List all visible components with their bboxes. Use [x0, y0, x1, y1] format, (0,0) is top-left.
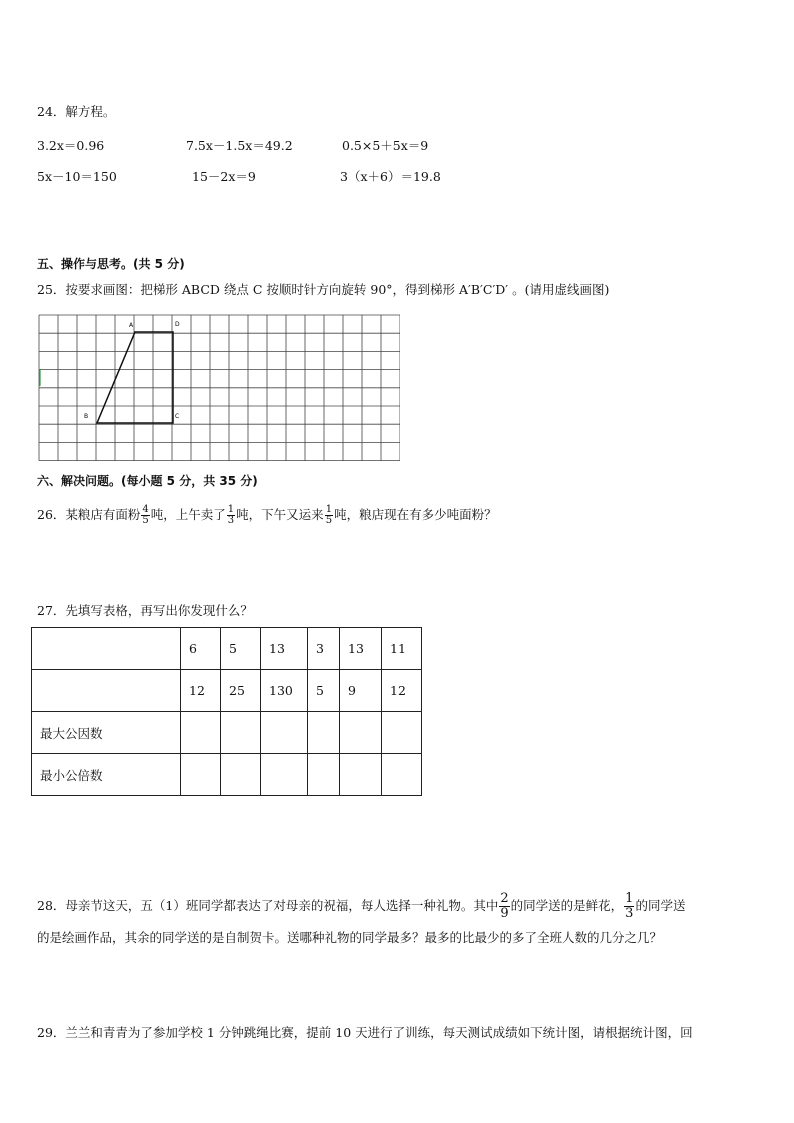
fraction: [227, 505, 235, 526]
gcd-lcm-table: [31, 627, 422, 796]
answer-cell[interactable]: [340, 712, 382, 754]
q28-part: 的同学送: [635, 898, 686, 913]
section-heading: 五、操作与思考。(共 5 分): [37, 257, 185, 271]
q24-title: 24．解方程。: [37, 104, 116, 119]
table-cell: 5: [221, 628, 261, 670]
table-cell: 130: [261, 670, 308, 712]
answer-cell[interactable]: [308, 754, 340, 796]
fraction: [141, 505, 149, 526]
table-cell: 11: [382, 628, 422, 670]
answer-cell[interactable]: [221, 754, 261, 796]
fraction-denominator: 3: [227, 515, 235, 526]
answer-cell[interactable]: [181, 754, 221, 796]
q26-part: 吨，下午又运来: [236, 507, 324, 522]
equation: 15－2x＝9: [192, 169, 256, 184]
fraction: [325, 505, 333, 526]
fraction-numerator: 1: [625, 891, 634, 906]
q27-text: 27．先填写表格，再写出你发现什么？: [37, 603, 253, 618]
fraction: [624, 892, 634, 921]
fraction-denominator: 5: [142, 515, 149, 526]
q28-line2: 的是绘画作品，其余的同学送的是自制贺卡。送哪种礼物的同学最多？最多的比最少的多了全班人数的几分之几？: [37, 930, 663, 945]
answer-cell[interactable]: [261, 712, 308, 754]
q26-part: 吨，粮店现在有多少吨面粉？: [334, 507, 497, 522]
table-cell: 3: [308, 628, 340, 670]
q26-part: 26．某粮店有面粉: [37, 507, 141, 522]
trapezoid-abcd: [97, 332, 173, 423]
point-c-label: C: [175, 413, 180, 420]
answer-cell[interactable]: [221, 712, 261, 754]
equation: 0.5×5＋5x＝9: [342, 138, 429, 153]
fraction-numerator: 2: [500, 891, 509, 906]
fraction-numerator: 1: [325, 504, 333, 515]
table-cell: 13: [261, 628, 308, 670]
point-d-label: D: [175, 321, 180, 328]
q28-part: 的同学送的是鲜花，: [510, 898, 624, 913]
q25-text: 25．按要求画图：把梯形 ABCD 绕点 C 按顺时针方向旋转 90°，得到梯形 A′B′C′D′ 。(请用虚线画图): [37, 282, 610, 297]
table-cell: 12: [181, 670, 221, 712]
table-row: [32, 628, 422, 670]
table-row: [32, 712, 422, 754]
fraction-numerator: 4: [142, 504, 149, 515]
point-b-label: B: [84, 413, 89, 420]
table-cell: [32, 628, 181, 670]
table-cell: 9: [340, 670, 382, 712]
answer-cell[interactable]: [340, 754, 382, 796]
equation: 7.5x－1.5x＝49.2: [186, 138, 293, 153]
table-row: [32, 754, 422, 796]
answer-cell[interactable]: [382, 712, 422, 754]
q28-line1: [37, 892, 685, 921]
answer-cell[interactable]: [308, 712, 340, 754]
table-cell: 6: [181, 628, 221, 670]
equation: 3.2x＝0.96: [37, 138, 105, 153]
point-a-label: A: [129, 322, 134, 329]
table-cell: 25: [221, 670, 261, 712]
table-row: [32, 670, 422, 712]
fraction-numerator: 1: [227, 504, 235, 515]
equation: 5x－10＝150: [37, 169, 117, 184]
table-cell: [32, 670, 181, 712]
q26-text: [37, 505, 497, 526]
q28-part: 28．母亲节这天，五（1）班同学都表达了对母亲的祝福，每人选择一种礼物。其中: [37, 898, 499, 913]
fraction-denominator: 9: [500, 906, 509, 921]
answer-cell[interactable]: [181, 712, 221, 754]
fraction-denominator: 5: [325, 515, 333, 526]
answer-cell[interactable]: [261, 754, 308, 796]
fraction: [499, 892, 509, 921]
table-cell: 13: [340, 628, 382, 670]
fraction-denominator: 3: [625, 906, 634, 921]
table-cell: 5: [308, 670, 340, 712]
q26-part: 吨，上午卖了: [150, 507, 226, 522]
equation: 3（x＋6）＝19.8: [340, 169, 441, 184]
section-heading: 六、解决问题。(每小题 5 分，共 35 分): [37, 474, 258, 488]
q29-text: 29．兰兰和青青为了参加学校 1 分钟跳绳比赛，提前 10 天进行了训练，每天测试成绩如下统计图，请根据统计图，回: [37, 1025, 693, 1040]
table-cell: 12: [382, 670, 422, 712]
answer-cell[interactable]: [382, 754, 422, 796]
row-header: 最小公倍数: [32, 754, 181, 796]
row-header: 最大公因数: [32, 712, 181, 754]
grid-figure: [38, 314, 400, 462]
